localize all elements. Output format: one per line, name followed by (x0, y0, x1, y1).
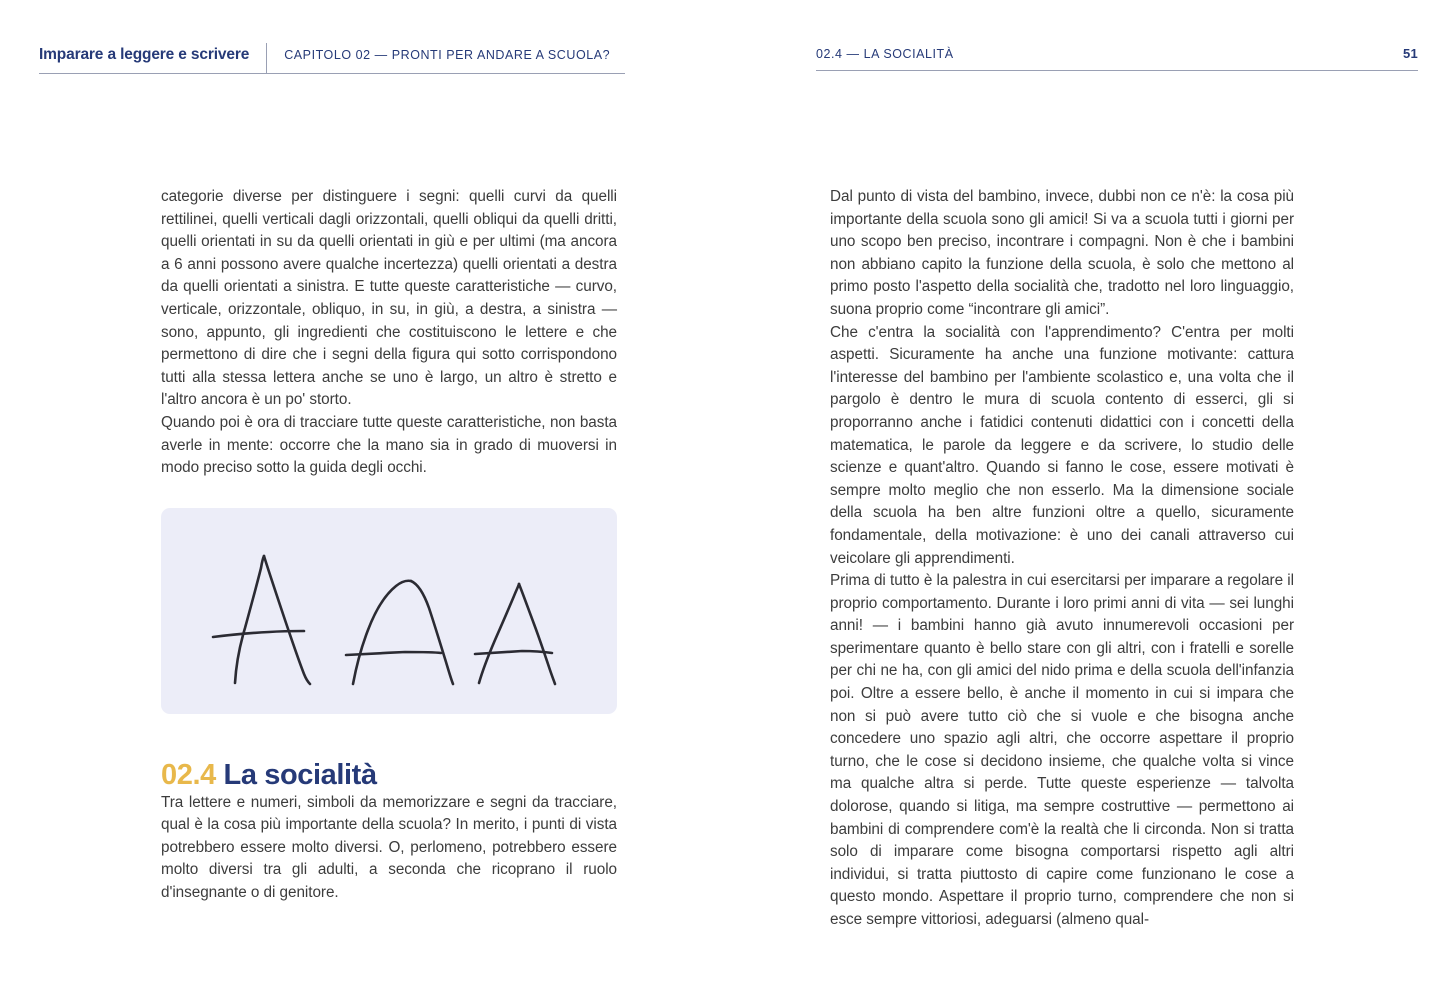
running-head-right (816, 46, 1418, 71)
figure-handwritten-letters (161, 508, 617, 714)
section-heading-title: La socialità (223, 758, 377, 791)
left-paragraph-3: Tra lettere e numeri, simboli da memorizzare e segni da tracciare, qual è la cosa più importante della scuola? In merito, i punti di vista potrebbero essere molto diversi. O, perlomeno, potrebbero essere molto diversi tra gli adulti, a seconda che ricoprano il ruolo d'insegnante o di genitore. (161, 793, 617, 901)
page-number: 51 (1402, 46, 1418, 61)
running-head-left (39, 46, 625, 74)
right-paragraph-3: Prima di tutto è la palestra in cui esercitarsi per imparare a regolare il proprio comportamento. Durante i loro primi anni di vita — sei lunghi anni! — i bambini hanno già avuto innumerevoli occasioni per sperimentare quanto è bello stare con gli altri, con i fratelli e sorelle per chi ne ha, con gli amici del nido prima e della scuola dell'infanzia poi. Oltre a essere bello, è anche il momento in cui si impara che non si può avere tutto ciò che si vuole e che bisogna anche concedere uno spazio agli altri, che occorre aspettare il proprio turno, che le cose si decidono insieme, che qualche volta si vince ma qualche altra si perde. Tutte queste esperienze — talvolta dolorose, quando si litiga, ma sempre costruttive — permettono ai bambini di comprendere com'è la realtà che li circonda. Non si tratta solo di imparare come bisogna comportarsi rispetto agli altri individui, si tratta piuttosto di capire come funzionano le cose a questo mondo. Aspettare il proprio turno, comprendere che non si esce sempre vittoriosi, adeguarsi (almeno qual- (830, 572, 1294, 928)
handwritten-a-letters-icon (203, 536, 575, 686)
right-paragraph-2: Che c'entra la socialità con l'apprendimento? C'entra per molti aspetti. Sicuramente ha anche una funzione motivante: cattura l'interesse del bambino per l'ambiente scolastico e, una volta che il pargolo è dentro le mura di scuola contento di esserci, gli si proporranno anche i fatidici contenuti didattici con i concetti della matematica, le parole da leggere e da scrivere, lo studio delle scienze e quant'altro. Quando si fanno le cose, essere motivati è sempre molto meglio che non esserlo. Ma la dimensione sociale della scuola ha ben altre funzioni oltre a quello, sicuramente fondamentale, della motivazione: è uno dei canali attraverso cui veicolare gli apprendimenti. (830, 323, 1294, 567)
left-column (161, 186, 617, 905)
section-label: 02.4 — LA SOCIALITÀ (816, 47, 954, 61)
chapter-label: CAPITOLO 02 — PRONTI PER ANDARE A SCUOLA? (284, 48, 611, 62)
right-paragraph-1: Dal punto di vista del bambino, invece, dubbi non ce n'è: la cosa più importante della scuola sono gli amici! Si va a scuola tutti i giorni per uno scopo ben preciso, incontrare i compagni. Non è che i bambini non abbiano capito la funzione della scuola, è solo che mettono al primo posto l'aspetto della socialità che, tradotto nel loro linguaggio, suona proprio come “incontrare gli amici”. (830, 188, 1294, 318)
running-head-left-inner (39, 46, 625, 74)
running-head-right-inner (816, 46, 1418, 71)
book-title: Imparare a leggere e scrivere (39, 46, 250, 63)
section-heading-number: 02.4 (161, 758, 216, 791)
section-heading (161, 760, 617, 792)
right-column (830, 186, 1294, 932)
left-paragraph-1: categorie diverse per distinguere i segni: quelli curvi da quelli rettilinei, quelli verticali dagli orizzontali, quelli obliqui da quelli dritti, quelli orientati in su da quelli orientati in giù e per ultimi (ma ancora a 6 anni possono avere qualche incertezza) quelli orientati a destra da quelli orientati a sinistra. E tutte queste caratteristiche — curvo, verticale, orizzontale, obliquo, in su, in giù, a destra, a sinistra — sono, appunto, gli ingredienti che costituiscono le lettere e che permettono di dire che i segni della figura qui sotto corrispondono tutti alla stessa lettera anche se uno è largo, un altro è stretto e l'altro ancora è un po' storto. (161, 188, 617, 409)
left-paragraph-2: Quando poi è ora di tracciare tutte queste caratteristiche, non basta averle in mente: occorre che la mano sia in grado di muoversi in modo preciso sotto la guida degli occhi. (161, 413, 617, 477)
